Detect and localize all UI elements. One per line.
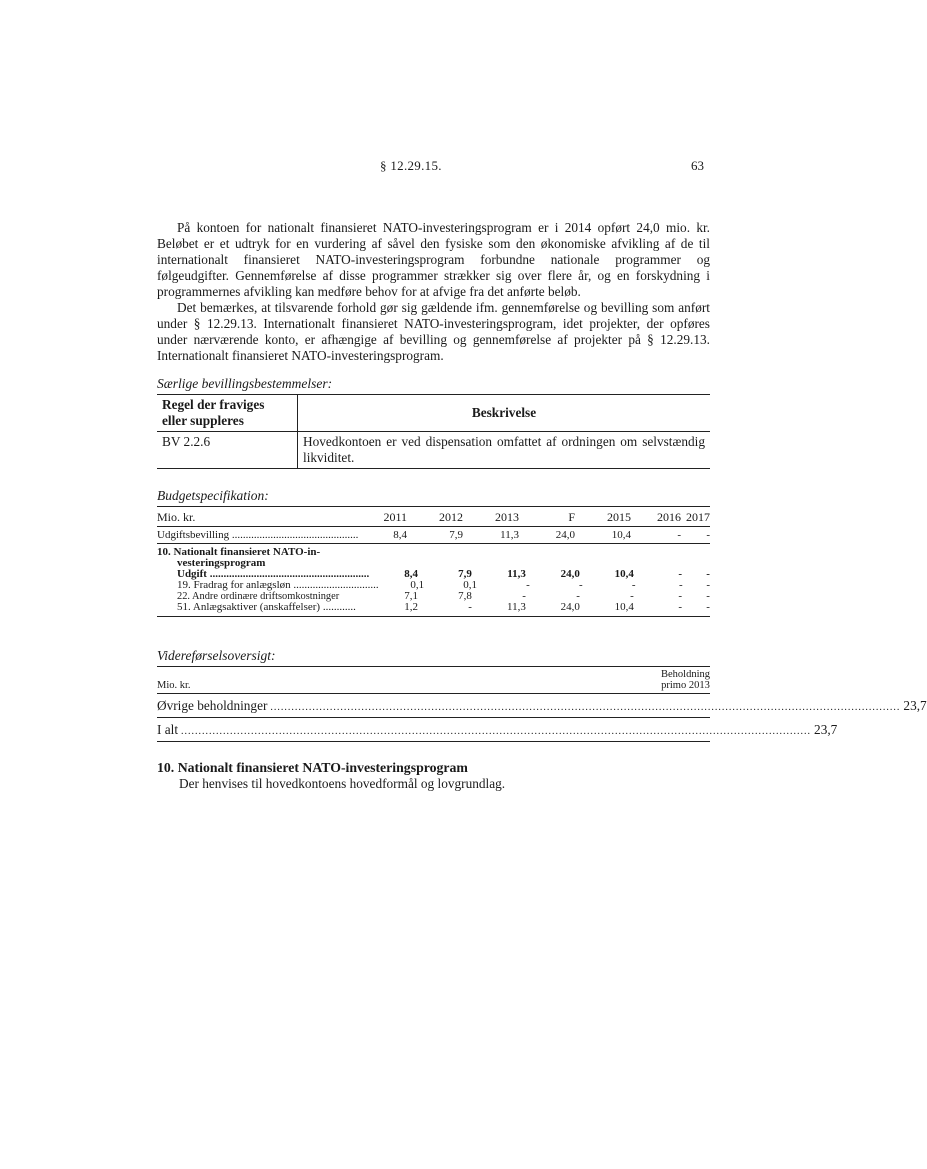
cell: - bbox=[706, 579, 711, 591]
account-title: 10. Nationalt finansieret NATO-in- bbox=[157, 546, 321, 558]
year-header: 2016 bbox=[657, 510, 681, 524]
cell: - bbox=[706, 529, 710, 541]
cell: 7,1 bbox=[404, 590, 418, 602]
row-label: 51. Anlægsaktiver (anskaffelser) ............ bbox=[177, 601, 356, 613]
section-number: § 12.29.15. bbox=[380, 158, 442, 173]
row-label: Udgift .......................................................... bbox=[177, 568, 370, 580]
cell: 24,0 bbox=[555, 529, 575, 541]
budget-row-19 bbox=[157, 580, 710, 591]
account-title-cont: vesteringsprogram bbox=[177, 557, 266, 569]
row-label: Øvrige beholdninger bbox=[157, 698, 268, 713]
account-block bbox=[157, 544, 710, 617]
special-provisions bbox=[157, 376, 710, 469]
cell: - bbox=[678, 568, 683, 580]
cell: 11,3 bbox=[500, 529, 519, 541]
carryover-row-other: Øvrige beholdninger .................................................................................................................................................................................... 23,7 bbox=[157, 694, 710, 718]
year-header: 2017 bbox=[686, 510, 710, 524]
cell: 24,0 bbox=[560, 601, 580, 613]
section-10-title: 10. Nationalt finansieret NATO-investeringsprogram bbox=[157, 760, 468, 775]
cell: - bbox=[522, 590, 526, 602]
cell: 10,4 bbox=[611, 529, 631, 541]
row-label: Udgiftsbevilling .............................................. bbox=[157, 529, 359, 541]
cell: 7,8 bbox=[458, 590, 472, 602]
unit-label: Mio. kr. bbox=[157, 680, 191, 691]
row-value: 23,7 bbox=[814, 722, 838, 737]
cell: - bbox=[578, 579, 583, 591]
carryover-overview bbox=[157, 648, 927, 742]
cell: 10,4 bbox=[614, 601, 634, 613]
holdings-header-line2: primo 2013 bbox=[661, 680, 710, 691]
year-header: 2011 bbox=[383, 510, 407, 524]
cell: - bbox=[677, 529, 681, 541]
cell: - bbox=[631, 579, 636, 591]
year-header: F bbox=[568, 510, 575, 524]
row-label: 22. Andre ordinære driftsomkostninger bbox=[177, 591, 340, 602]
cell: - bbox=[678, 579, 683, 591]
paragraph: På kontoen for nationalt finansieret NATO-investeringsprogram er i 2014 opført 24,0 mio. kr. Beløbet er et udtryk for en vurdering af såvel den fysiske som den økonomiske afvikling af de til internationalt finansieret NATO-investeringsprogram forbundne nationale programmer og følgeudgifter. Gennemførelse af disse programmer strækker sig over flere år, og en forskydning i programmernes afvikling kan medføre behov for at afvige fra det anførte beløb. bbox=[157, 220, 710, 299]
cell: - bbox=[630, 590, 634, 602]
budget-row-51 bbox=[157, 602, 710, 613]
cell: 11,3 bbox=[507, 601, 526, 613]
rule-cell: BV 2.2.6 bbox=[157, 432, 298, 469]
special-provisions-table bbox=[157, 395, 710, 469]
year-header: 2015 bbox=[607, 510, 631, 524]
cell: - bbox=[678, 601, 683, 613]
carryover-title: Videreførselsoversigt: bbox=[157, 648, 710, 667]
page-number: 63 bbox=[691, 158, 704, 173]
cell: 7,9 bbox=[449, 529, 463, 541]
cell: - bbox=[706, 568, 710, 580]
cell: - bbox=[706, 590, 710, 602]
description-cell: Hovedkontoen er ved dispensation omfattet af ordningen om selvstændig likviditet. bbox=[298, 432, 711, 469]
unit-label: Mio. kr. bbox=[157, 510, 196, 524]
cell: - bbox=[678, 590, 683, 602]
budget-table bbox=[157, 506, 710, 617]
cell: 1,2 bbox=[404, 601, 418, 613]
budget-row-udgiftsbevilling bbox=[157, 527, 710, 544]
cell: 11,3 bbox=[507, 568, 526, 580]
special-provisions-title: Særlige bevillingsbestemmelser: bbox=[157, 376, 710, 395]
paragraph: Det bemærkes, at tilsvarende forhold gør sig gældende ifm. gennemførelse og bevilling som anført under § 12.29.13. Internationalt finansieret NATO-investeringsprogram, idet projekter, der opføres under nærværende konto, er afhængige af bevilling og gennemførelse af projekter på § 12.29.13. Internationalt finansieret NATO-investeringsprogram. bbox=[157, 300, 710, 363]
year-header: 2012 bbox=[439, 510, 463, 524]
section-10 bbox=[157, 760, 710, 792]
cell: - bbox=[706, 601, 710, 613]
row-label: I alt bbox=[157, 722, 179, 737]
cell: - bbox=[468, 601, 472, 613]
budget-header-row bbox=[157, 506, 710, 527]
cell: 8,4 bbox=[404, 568, 418, 580]
section-10-text: Der henvises til hovedkontoens hovedformål og lovgrundlag. bbox=[179, 776, 506, 791]
rule-column-header: Regel der fraviges eller suppleres bbox=[157, 395, 298, 432]
holdings-header-line1: Beholdning bbox=[661, 669, 710, 680]
carryover-row-total: I alt .................................................................................................................................................................................... 23,7 bbox=[157, 718, 710, 742]
budget-title: Budgetspecifikation: bbox=[157, 488, 269, 503]
cell: 10,4 bbox=[614, 568, 634, 580]
description-column-header: Beskrivelse bbox=[298, 395, 711, 432]
row-label: 19. Fradrag for anlægsløn ............................... bbox=[177, 579, 379, 591]
cell: 7,9 bbox=[458, 568, 472, 580]
row-value: 23,7 bbox=[903, 698, 927, 713]
cell: 24,0 bbox=[560, 568, 580, 580]
cell: 8,4 bbox=[393, 529, 407, 541]
holdings-column-header bbox=[661, 669, 710, 691]
year-header: 2013 bbox=[495, 510, 519, 524]
body-text bbox=[157, 220, 710, 364]
cell: 0,1 bbox=[463, 579, 477, 591]
carryover-header-row bbox=[157, 667, 710, 694]
cell: - bbox=[526, 579, 530, 591]
cell: 0,1 bbox=[410, 579, 425, 591]
cell: - bbox=[576, 590, 580, 602]
